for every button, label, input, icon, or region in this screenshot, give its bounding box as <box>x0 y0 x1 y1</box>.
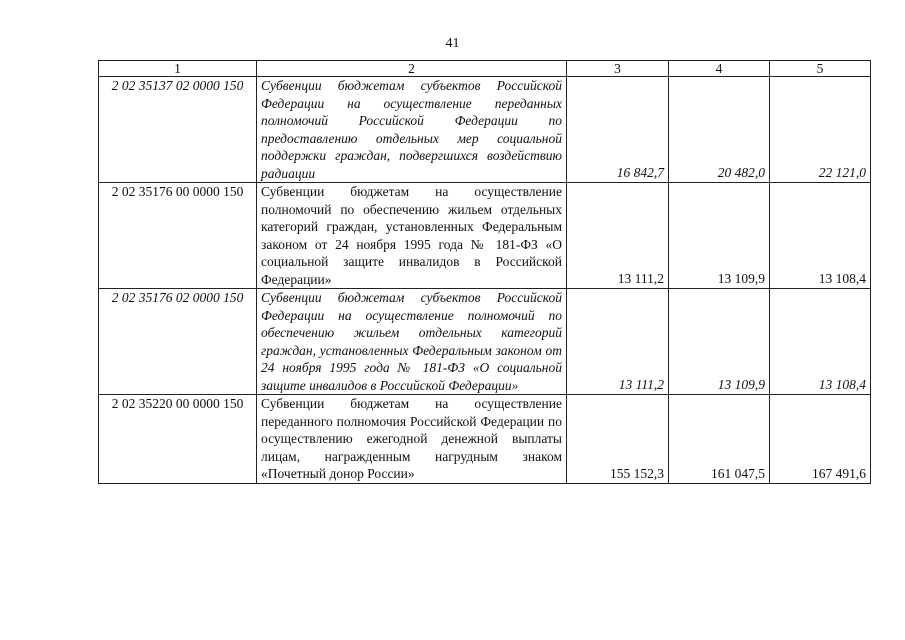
table-row <box>99 77 871 183</box>
value-col-4: 20 482,0 <box>669 77 770 183</box>
budget-code: 2 02 35176 02 0000 150 <box>99 289 257 395</box>
table-row <box>99 289 871 395</box>
value-col-3: 16 842,7 <box>567 77 669 183</box>
value-col-3: 13 111,2 <box>567 183 669 289</box>
value-col-5: 22 121,0 <box>770 77 871 183</box>
value-col-4: 13 109,9 <box>669 183 770 289</box>
page-number: 41 <box>445 36 460 51</box>
value-col-5: 13 108,4 <box>770 289 871 395</box>
column-header-1: 1 <box>99 61 257 77</box>
budget-code: 2 02 35220 00 0000 150 <box>99 395 257 484</box>
row-description: Субвенции бюджетам на осуществление полномочий по обеспечению жильем отдельных категорий граждан, установленных Федеральным законом от 24 ноября 1995 года № 181-ФЗ «О социальной защите инвалидов в Российской Федерации» <box>257 183 567 289</box>
column-header-3: 3 <box>567 61 669 77</box>
table-row <box>99 395 871 484</box>
table-row <box>99 183 871 289</box>
value-col-5: 167 491,6 <box>770 395 871 484</box>
budget-code: 2 02 35137 02 0000 150 <box>99 77 257 183</box>
column-header-4: 4 <box>669 61 770 77</box>
column-header-2: 2 <box>257 61 567 77</box>
budget-table <box>98 60 871 484</box>
budget-code: 2 02 35176 00 0000 150 <box>99 183 257 289</box>
value-col-5: 13 108,4 <box>770 183 871 289</box>
row-description: Субвенции бюджетам на осуществление переданного полномочия Российской Федерации по осуществлению ежегодной денежной выплаты лицам, награжденным нагрудным знаком «Почетный донор России» <box>257 395 567 484</box>
table-header-row <box>99 61 871 77</box>
value-col-4: 13 109,9 <box>669 289 770 395</box>
row-description: Субвенции бюджетам субъектов Российской Федерации на осуществление полномочий по обеспечению жильем отдельных категорий граждан, установленных Федеральным законом от 24 ноября 1995 года № 181-ФЗ «О социальной защите инвалидов в Российской Федерации» <box>257 289 567 395</box>
value-col-3: 155 152,3 <box>567 395 669 484</box>
value-col-3: 13 111,2 <box>567 289 669 395</box>
value-col-4: 161 047,5 <box>669 395 770 484</box>
row-description: Субвенции бюджетам субъектов Российской Федерации на осуществление переданных полномочий Российской Федерации по предоставлению отдельных мер социальной поддержки граждан, подвергшихся воздействию радиации <box>257 77 567 183</box>
column-header-5: 5 <box>770 61 871 77</box>
